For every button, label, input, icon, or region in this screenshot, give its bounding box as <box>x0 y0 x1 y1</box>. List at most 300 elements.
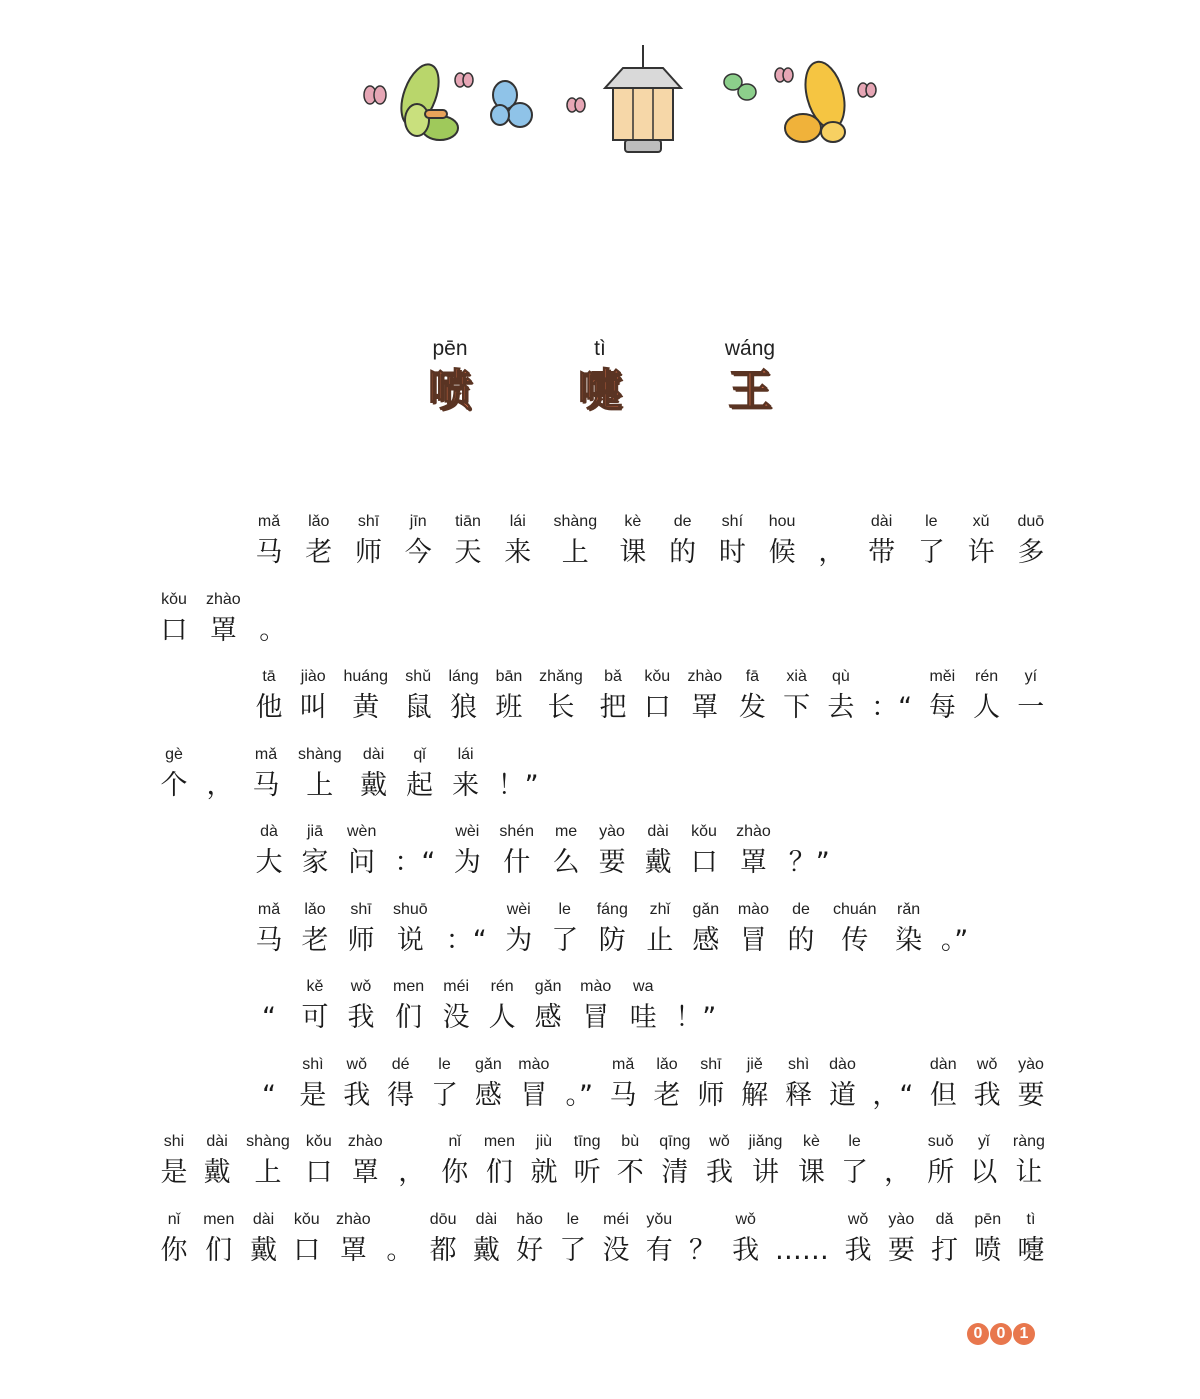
ruby-unit <box>619 510 647 572</box>
ruby-unit <box>499 820 534 882</box>
ruby-unit <box>160 588 188 650</box>
pinyin: shǔ <box>405 668 432 685</box>
ruby-unit <box>387 1053 415 1115</box>
ruby-unit <box>871 665 912 727</box>
hanzi: 口 <box>690 847 718 878</box>
hanzi: ：“ <box>871 692 913 723</box>
hanzi: 要 <box>598 847 626 878</box>
ruby-unit <box>259 588 287 650</box>
hanzi: 一 <box>1017 692 1045 723</box>
hanzi: 们 <box>205 1234 233 1266</box>
ruby-unit <box>360 743 388 805</box>
hanzi: 清 <box>661 1157 689 1188</box>
ruby-unit <box>347 820 376 882</box>
pinyin: mǎ <box>257 900 281 918</box>
hanzi: 时 <box>718 537 746 568</box>
pinyin: bǎ <box>604 668 622 685</box>
ruby-unit <box>973 665 1001 727</box>
ruby-unit <box>1013 1130 1045 1192</box>
ruby-unit <box>246 1130 290 1192</box>
pinyin: mǎ <box>612 1055 635 1073</box>
lantern-icon <box>605 45 681 152</box>
ruby-unit <box>697 1053 725 1115</box>
pinyin: le <box>438 1055 451 1073</box>
pinyin: dé <box>391 1055 410 1073</box>
hanzi: 天 <box>454 537 482 568</box>
ruby-unit <box>355 510 383 572</box>
pinyin: měi <box>929 668 956 685</box>
hanzi: 们 <box>395 1002 423 1033</box>
hanzi: 戴 <box>360 769 388 801</box>
hanzi: 喷 <box>974 1234 1002 1266</box>
hanzi: 。” <box>565 1079 593 1111</box>
hanzi: 口 <box>643 692 671 723</box>
ruby-unit <box>741 1053 769 1115</box>
hanzi: 道 <box>829 1079 856 1111</box>
hanzi: 就 <box>530 1157 558 1188</box>
title-char <box>395 335 505 419</box>
ruby-unit <box>718 510 746 572</box>
hanzi: 释 <box>785 1079 813 1111</box>
ruby-unit <box>565 1053 593 1115</box>
ruby-unit <box>827 665 855 727</box>
pinyin: kǒu <box>691 823 717 840</box>
pinyin: rén <box>490 978 514 995</box>
pinyin: dài <box>475 1210 498 1228</box>
pinyin: chuán <box>832 900 877 918</box>
hanzi: 感 <box>534 1002 562 1033</box>
pinyin: jiě <box>746 1055 763 1073</box>
ruby-unit <box>927 1130 955 1192</box>
ruby-unit <box>573 1130 601 1192</box>
ruby-unit <box>669 510 697 572</box>
ruby-unit <box>498 743 539 805</box>
ruby-unit <box>160 743 188 805</box>
pinyin: bù <box>621 1133 640 1150</box>
ruby-unit <box>301 898 329 960</box>
hanzi: 有 <box>645 1234 673 1266</box>
hanzi: 罩 <box>739 847 767 878</box>
ruby-unit <box>495 665 523 727</box>
ruby-unit <box>160 1208 188 1270</box>
hanzi: 班 <box>495 692 523 723</box>
ruby-unit <box>203 1130 231 1192</box>
hanzi: 了 <box>559 1234 587 1266</box>
pinyin: men <box>203 1210 235 1228</box>
pinyin: gǎn <box>534 978 562 995</box>
ruby-unit <box>516 1208 544 1270</box>
ruby-unit <box>738 665 766 727</box>
hanzi: 了 <box>551 924 579 956</box>
pinyin: wǒ <box>847 1210 869 1228</box>
pinyin: kè <box>803 1133 820 1150</box>
text-line <box>160 975 1045 1053</box>
pinyin: le <box>848 1133 861 1150</box>
ruby-unit <box>616 1130 644 1192</box>
pinyin: xǔ <box>972 513 990 530</box>
hanzi: 讲 <box>751 1157 779 1188</box>
pinyin: zhào <box>736 823 771 840</box>
ruby-unit <box>797 1130 825 1192</box>
hanzi: 不 <box>616 1157 644 1188</box>
hanzi: 我 <box>732 1234 760 1266</box>
hanzi: 没 <box>442 1002 470 1033</box>
pinyin: yào <box>599 823 625 840</box>
ruby-unit <box>1017 665 1045 727</box>
pinyin: shī <box>350 900 372 918</box>
ruby-unit <box>690 820 718 882</box>
pinyin: shi <box>163 1133 185 1150</box>
pinyin: shì <box>787 1055 810 1073</box>
hanzi: 去 <box>827 692 855 723</box>
hanzi: 是 <box>160 1157 188 1188</box>
hanzi: 以 <box>970 1157 998 1188</box>
ruby-unit <box>160 1130 188 1192</box>
pinyin: tì <box>1026 1210 1036 1228</box>
story-body <box>160 510 1045 1285</box>
ruby-unit <box>929 1053 957 1115</box>
pinyin: jīn <box>409 513 427 530</box>
hanzi: 了 <box>917 537 945 568</box>
pinyin: shuō <box>393 900 428 918</box>
hanzi: 发 <box>738 692 766 723</box>
ruby-unit <box>255 510 283 572</box>
ruby-unit <box>768 510 796 572</box>
pinyin: hou <box>768 513 796 530</box>
pinyin: pēn <box>974 1210 1002 1228</box>
hanzi: 课 <box>619 537 647 568</box>
ruby-unit <box>629 975 657 1037</box>
title-pinyin: tì <box>594 337 606 360</box>
hanzi: 是 <box>299 1079 327 1111</box>
ruby-unit <box>305 1130 333 1192</box>
pinyin: men <box>483 1133 515 1150</box>
ruby-unit <box>530 1130 558 1192</box>
ruby-unit <box>299 1053 327 1115</box>
ruby-unit <box>404 665 432 727</box>
pinyin: dǎ <box>935 1210 954 1228</box>
text-line <box>160 510 1045 588</box>
ruby-unit <box>343 665 388 727</box>
ruby-unit <box>687 665 722 727</box>
ruby-unit <box>818 510 846 572</box>
title-pinyin: wáng <box>724 337 776 360</box>
ruby-unit <box>554 510 598 572</box>
hanzi: 个 <box>160 769 188 801</box>
hanzi: 防 <box>598 924 626 956</box>
hanzi: 为 <box>505 924 533 956</box>
hanzi: ， <box>884 1157 912 1188</box>
hanzi: 说 <box>396 924 424 956</box>
pinyin: gè <box>165 745 183 763</box>
pinyin: mào <box>518 1055 550 1073</box>
ruby-unit <box>454 510 482 572</box>
pinyin: qīng <box>659 1133 691 1150</box>
hanzi: 马 <box>255 924 283 956</box>
hanzi: 打 <box>931 1234 959 1266</box>
ruby-unit <box>386 1208 414 1270</box>
hanzi: 你 <box>160 1234 188 1266</box>
ruby-unit <box>453 820 481 882</box>
page-digit: 0 <box>990 1323 1012 1345</box>
butterfly-icon <box>394 59 458 140</box>
pinyin: kǒu <box>305 1133 332 1150</box>
pinyin: kǒu <box>644 668 671 685</box>
pinyin: yǒu <box>646 1210 673 1228</box>
hanzi: 家 <box>301 847 329 878</box>
hanzi: 人 <box>973 692 1001 723</box>
ruby-unit <box>646 898 674 960</box>
title-hanzi: 嚏 <box>578 365 622 416</box>
ruby-unit <box>343 1053 371 1115</box>
hanzi: 了 <box>841 1157 869 1188</box>
hanzi: 解 <box>741 1079 769 1111</box>
hanzi: 口 <box>293 1234 321 1266</box>
hanzi: 我 <box>973 1079 1001 1111</box>
pinyin: kě <box>306 978 324 995</box>
ruby-unit <box>967 510 995 572</box>
hanzi: 叫 <box>299 692 327 723</box>
ruby-unit <box>255 665 283 727</box>
hanzi: 我 <box>343 1079 371 1111</box>
ruby-unit <box>255 820 283 882</box>
pinyin: huáng <box>343 668 388 685</box>
title-char <box>545 335 655 419</box>
ruby-unit <box>597 898 628 960</box>
pinyin: yí <box>1024 668 1038 685</box>
ruby-unit <box>970 1130 998 1192</box>
ruby-unit <box>598 820 626 882</box>
pinyin: de <box>792 900 810 918</box>
hanzi: 上 <box>306 769 334 801</box>
ruby-unit <box>552 820 580 882</box>
pinyin: lǎo <box>656 1055 678 1073</box>
ruby-unit <box>250 1208 278 1270</box>
hanzi: 什 <box>503 847 531 878</box>
hanzi: 师 <box>347 924 375 956</box>
ruby-unit <box>974 1208 1002 1270</box>
hanzi: ！” <box>497 769 539 801</box>
pinyin: méi <box>603 1210 629 1228</box>
ruby-unit <box>299 665 327 727</box>
ruby-unit <box>442 975 470 1037</box>
hanzi: 冒 <box>739 924 767 956</box>
hanzi: ，“ <box>872 1079 914 1111</box>
pinyin: nǐ <box>167 1210 181 1228</box>
text-line <box>160 1130 1045 1208</box>
ruby-unit <box>706 1130 734 1192</box>
hanzi: 哇 <box>629 1002 657 1033</box>
pinyin: dài <box>206 1133 228 1150</box>
title-hanzi: 喷 <box>428 365 472 416</box>
ruby-unit <box>599 665 627 727</box>
ruby-unit <box>643 665 671 727</box>
pinyin: le <box>566 1210 580 1228</box>
pinyin: le <box>558 900 571 918</box>
hanzi: 嚏 <box>1017 1234 1045 1266</box>
pinyin: shī <box>700 1055 722 1073</box>
pinyin: yǐ <box>978 1133 990 1150</box>
pinyin: zhǎng <box>539 668 583 685</box>
text-line <box>160 820 1045 898</box>
title-hanzi: 王 <box>728 365 772 416</box>
pinyin: shì <box>302 1055 324 1073</box>
ruby-unit <box>917 510 945 572</box>
ruby-unit <box>534 975 562 1037</box>
page-digit: 0 <box>967 1323 989 1345</box>
hanzi: 。” <box>940 924 969 956</box>
text-line <box>160 665 1045 743</box>
hanzi: 止 <box>646 924 674 956</box>
ruby-unit <box>833 898 877 960</box>
hanzi: “ <box>262 1079 276 1111</box>
ruby-unit <box>1017 1208 1045 1270</box>
pinyin: tiān <box>455 513 481 530</box>
hanzi: ， <box>398 1157 426 1188</box>
ruby-unit <box>394 820 435 882</box>
pinyin: le <box>925 513 938 530</box>
pinyin: hǎo <box>516 1210 543 1228</box>
ruby-unit <box>429 1208 457 1270</box>
ruby-unit <box>488 975 516 1037</box>
ruby-unit <box>398 1130 426 1192</box>
pinyin: dài <box>647 823 669 840</box>
pinyin: jiǎng <box>748 1133 783 1150</box>
ruby-unit <box>484 1130 515 1192</box>
pinyin: ràng <box>1012 1133 1045 1150</box>
ruby-unit <box>609 1053 637 1115</box>
ruby-unit <box>301 975 329 1037</box>
ruby-unit <box>347 898 375 960</box>
pinyin: tā <box>262 668 276 685</box>
pinyin: dài <box>362 745 385 763</box>
ruby-unit <box>301 820 329 882</box>
hanzi: 狼 <box>450 692 478 723</box>
hanzi: 但 <box>929 1079 957 1111</box>
pinyin: tīng <box>573 1133 601 1150</box>
pinyin: jiù <box>536 1133 553 1150</box>
hanzi: 口 <box>305 1157 333 1188</box>
pinyin: dàn <box>929 1055 957 1073</box>
ruby-unit <box>448 665 478 727</box>
hanzi: 罩 <box>691 692 719 723</box>
hanzi: 都 <box>429 1234 457 1266</box>
pinyin: dài <box>870 513 893 530</box>
hanzi: 么 <box>552 847 580 878</box>
pinyin: xià <box>786 668 807 685</box>
hanzi: 下 <box>783 692 811 723</box>
ruby-unit <box>446 898 487 960</box>
pinyin: qǐ <box>413 745 426 763</box>
pinyin: lǎo <box>308 513 330 530</box>
hanzi: 感 <box>474 1079 502 1111</box>
ruby-unit <box>406 743 434 805</box>
hanzi: 师 <box>697 1079 725 1111</box>
hanzi: 师 <box>355 537 382 568</box>
pinyin: yào <box>888 1210 915 1228</box>
hanzi: 马 <box>252 769 280 801</box>
pinyin: lái <box>457 745 474 763</box>
pinyin: zhào <box>347 1133 383 1150</box>
pinyin: gǎn <box>475 1055 502 1073</box>
ruby-unit <box>206 588 241 650</box>
header-illustration <box>355 40 895 165</box>
ruby-unit <box>252 743 280 805</box>
hanzi: 上 <box>254 1157 282 1188</box>
hanzi: 冒 <box>582 1002 610 1033</box>
ruby-unit <box>785 1053 813 1115</box>
pinyin: wǒ <box>346 1055 367 1073</box>
hanzi: 戴 <box>203 1157 231 1188</box>
ruby-unit <box>255 898 283 960</box>
ruby-unit <box>732 1208 760 1270</box>
pinyin: me <box>554 823 578 840</box>
pinyin: lǎo <box>304 900 326 918</box>
butterfly-icon <box>491 81 532 127</box>
ruby-unit <box>293 1208 321 1270</box>
hanzi: 的 <box>669 537 697 568</box>
ruby-unit <box>559 1208 587 1270</box>
ruby-unit <box>895 898 923 960</box>
pinyin: jiā <box>306 823 323 840</box>
ruby-unit <box>659 1130 690 1192</box>
ruby-unit <box>645 1208 673 1270</box>
pinyin: kǒu <box>161 590 187 608</box>
hanzi: 听 <box>573 1157 601 1188</box>
ruby-unit <box>787 898 815 960</box>
ruby-unit <box>1017 1053 1045 1115</box>
pinyin: dà <box>260 823 278 840</box>
hanzi: 好 <box>516 1234 544 1266</box>
hanzi: 来 <box>504 537 532 568</box>
hanzi: 罩 <box>351 1157 379 1188</box>
hanzi: 我 <box>706 1157 733 1188</box>
pinyin: wǒ <box>709 1133 730 1150</box>
butterfly-icon <box>785 57 851 142</box>
hanzi: 候 <box>768 537 796 568</box>
ruby-unit <box>551 898 579 960</box>
hanzi: 的 <box>787 924 815 956</box>
hanzi: 罩 <box>209 614 237 646</box>
pinyin: dài <box>252 1210 275 1228</box>
hanzi: 戴 <box>644 847 672 878</box>
hanzi: 马 <box>255 537 283 568</box>
ruby-unit <box>298 743 342 805</box>
pinyin: mào <box>580 978 612 995</box>
hanzi: 今 <box>404 537 432 568</box>
pinyin: mǎ <box>257 513 281 530</box>
hanzi: 长 <box>547 692 575 723</box>
pinyin: wǒ <box>350 978 372 995</box>
pinyin: wèn <box>347 823 377 840</box>
hanzi: 传 <box>841 924 869 956</box>
pinyin: rǎn <box>897 900 921 918</box>
ruby-unit <box>336 1208 371 1270</box>
pinyin: bān <box>495 668 523 685</box>
hanzi: 上 <box>561 537 589 568</box>
title-char <box>695 335 805 419</box>
hanzi: 大 <box>255 847 283 878</box>
ruby-unit <box>255 1053 283 1115</box>
pinyin: mǎ <box>254 745 278 763</box>
pinyin: qù <box>831 668 850 685</box>
hanzi: ：“ <box>445 924 487 956</box>
hanzi: 多 <box>1017 537 1045 568</box>
pinyin: lái <box>509 513 526 530</box>
hanzi: 你 <box>441 1157 469 1188</box>
hanzi: 人 <box>488 1002 516 1033</box>
ruby-unit <box>452 743 480 805</box>
